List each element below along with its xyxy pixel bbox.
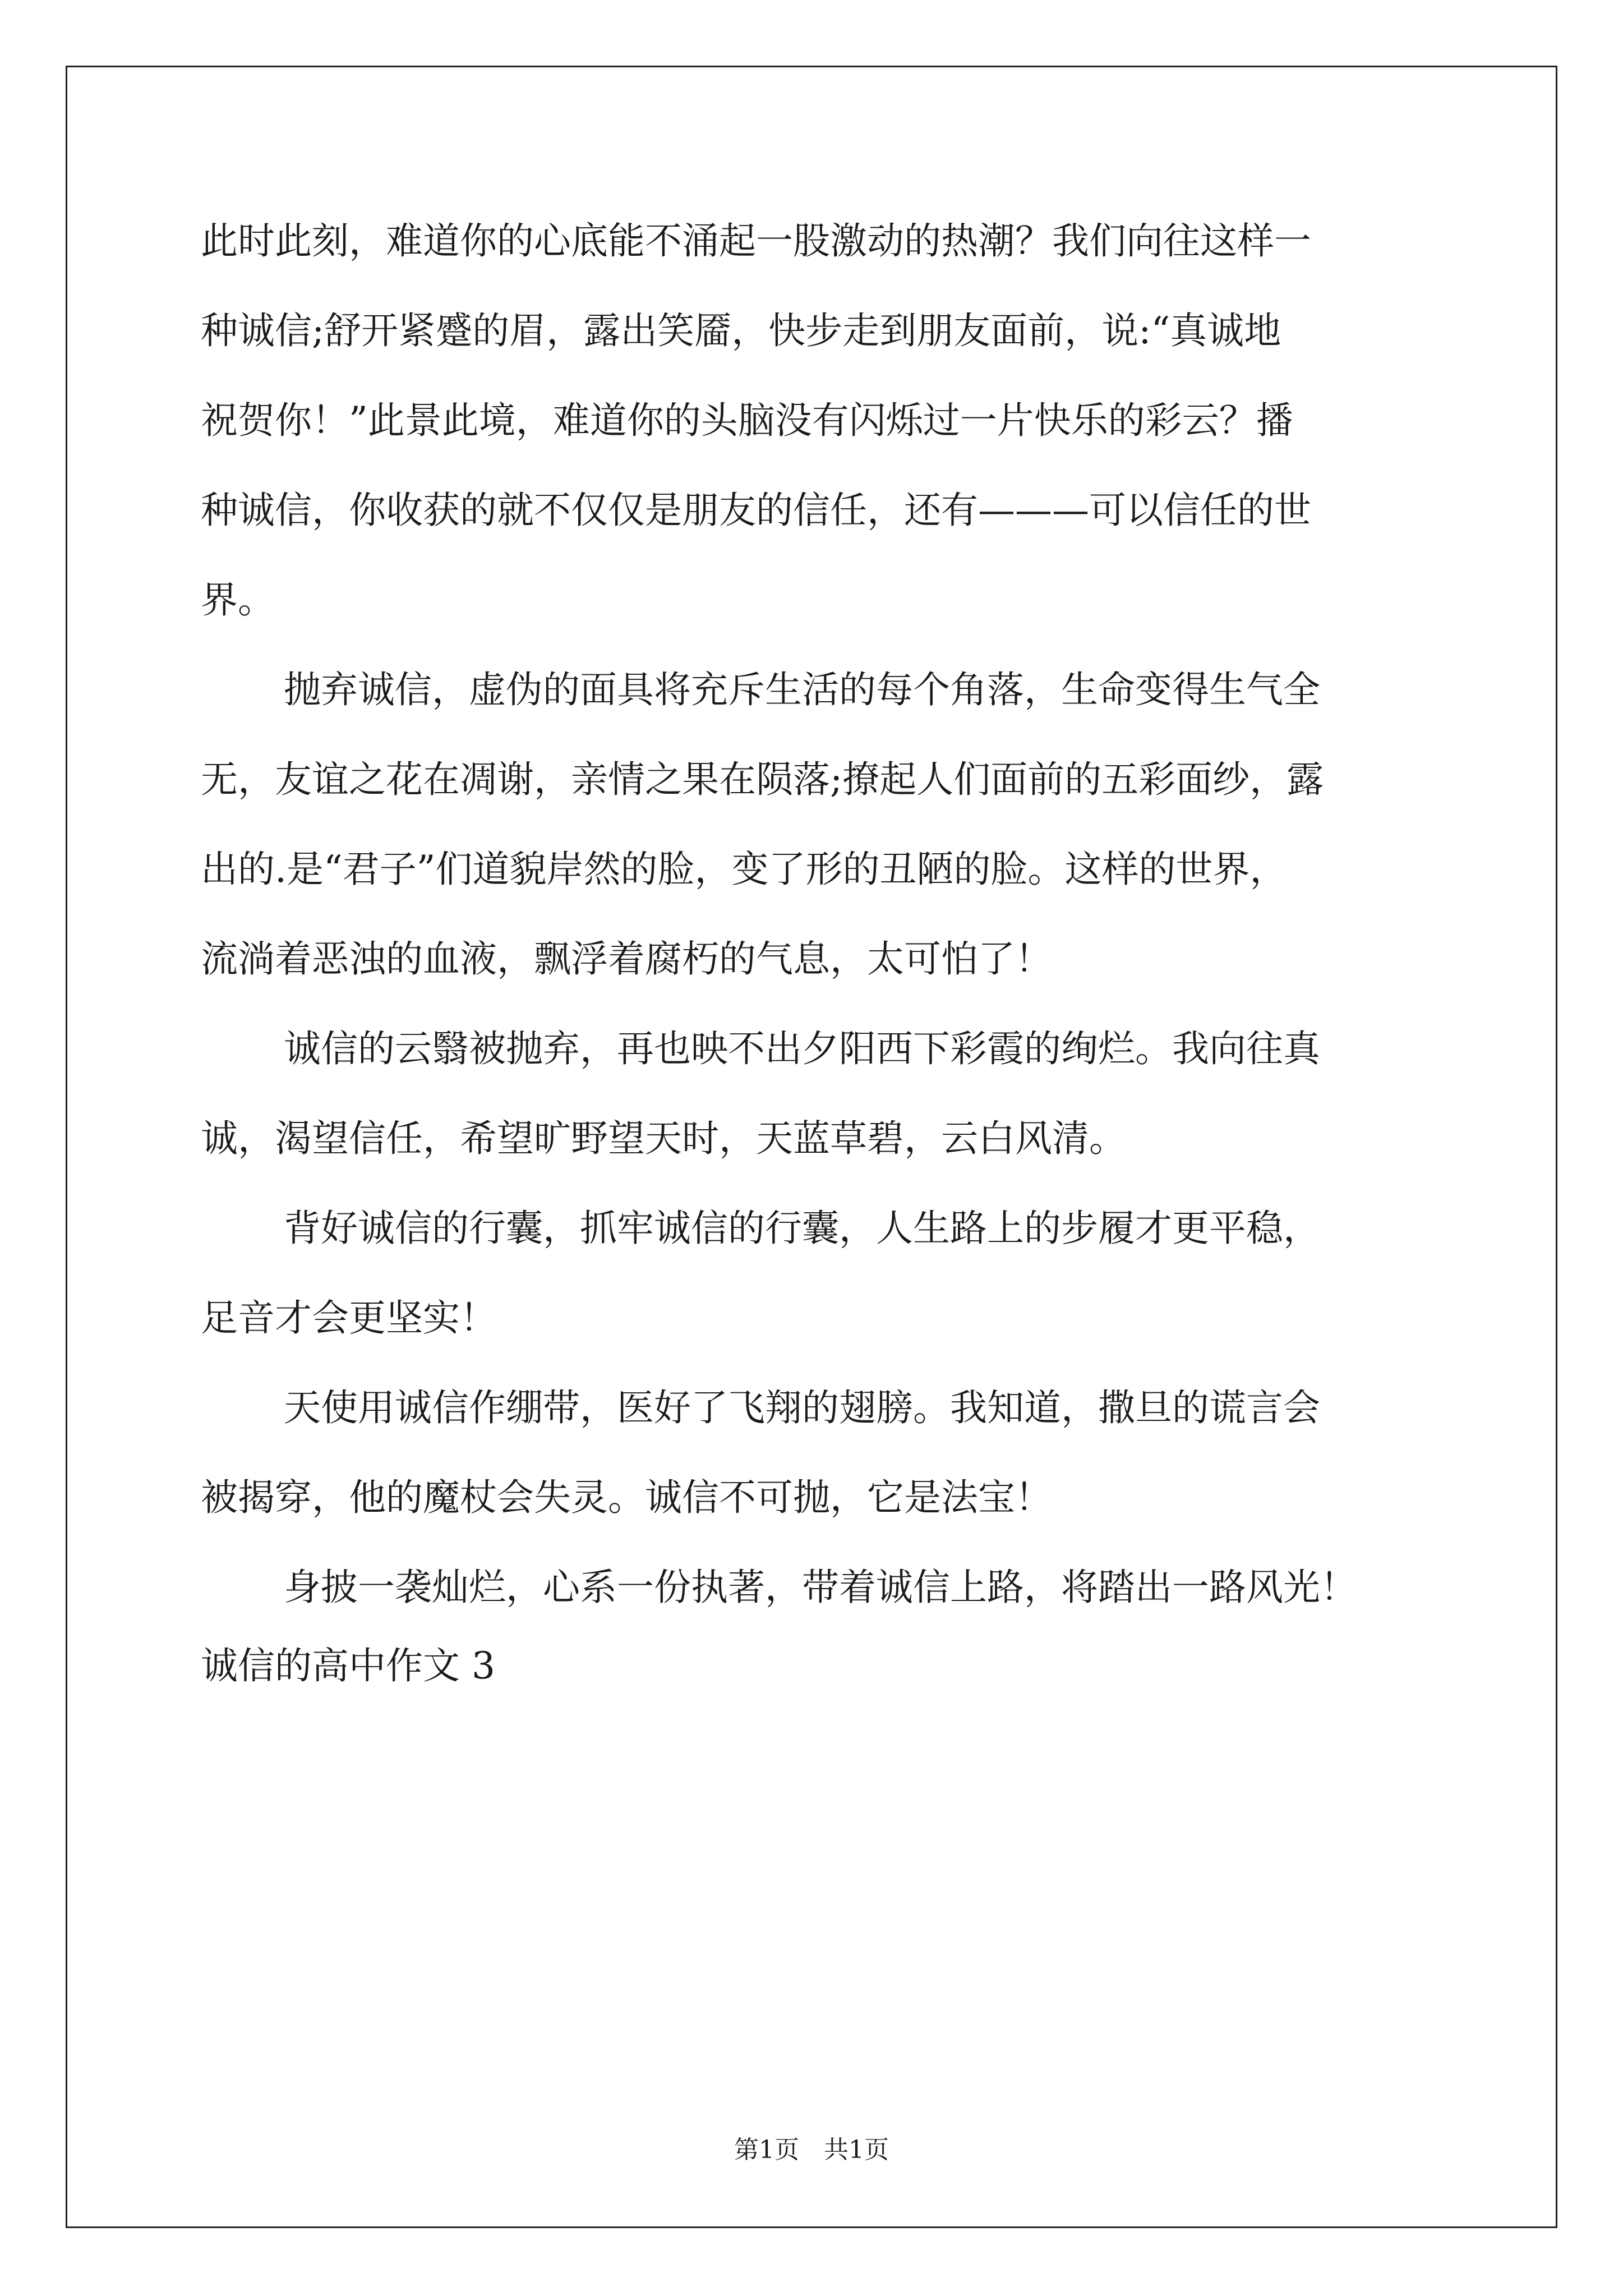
section-heading: 诚信的高中作文 3 xyxy=(201,1644,495,1687)
text-line: 种诚信;舒开紧蹙的眉，露出笑靥，快步走到朋友面前，说:“真诚地 xyxy=(201,309,1281,352)
text-line: 被揭穿，他的魔杖会失灵。诚信不可抛，它是法宝！ xyxy=(201,1476,1052,1519)
text-line: 界。 xyxy=(201,578,275,622)
paragraph-first-line: 抛弃诚信，虚伪的面具将充斥生活的每个角落，生命变得生气全 xyxy=(284,668,1320,711)
paragraph-first-line: 天使用诚信作绷带，医好了飞翔的翅膀。我知道，撒旦的谎言会 xyxy=(284,1386,1320,1429)
text-line: 此时此刻，难道你的心底能不涌起一股激动的热潮？我们向往这样一 xyxy=(201,219,1311,263)
text-line: 诚，渴望信任，希望旷野望天时，天蓝草碧，云白风清。 xyxy=(201,1117,1126,1160)
text-line: 无，友谊之花在凋谢，亲情之果在陨落;撩起人们面前的五彩面纱，露 xyxy=(201,758,1324,801)
page-footer: 第1页 共1页 xyxy=(734,2136,889,2164)
text-line: 祝贺你！”此景此境，难道你的头脑没有闪烁过一片快乐的彩云？播 xyxy=(201,399,1293,442)
text-line: 出的.是“君子”们道貌岸然的脸，变了形的丑陋的脸。这样的世界， xyxy=(201,848,1287,891)
text-line: 流淌着恶浊的血液，飘浮着腐朽的气息，太可怕了！ xyxy=(201,937,1052,981)
paragraph-first-line: 身披一袭灿烂，心系一份执著，带着诚信上路，将踏出一路风光！ xyxy=(284,1566,1357,1609)
paragraph-first-line: 背好诚信的行囊，抓牢诚信的行囊，人生路上的步履才更平稳， xyxy=(284,1207,1320,1250)
document-body xyxy=(201,213,1429,1728)
text-line: 足音才会更坚实！ xyxy=(201,1296,497,1340)
paragraph-first-line: 诚信的云翳被抛弃，再也映不出夕阳西下彩霞的绚烂。我向往真 xyxy=(284,1027,1320,1070)
text-line: 种诚信，你收获的就不仅仅是朋友的信任，还有———可以信任的世 xyxy=(201,489,1311,532)
